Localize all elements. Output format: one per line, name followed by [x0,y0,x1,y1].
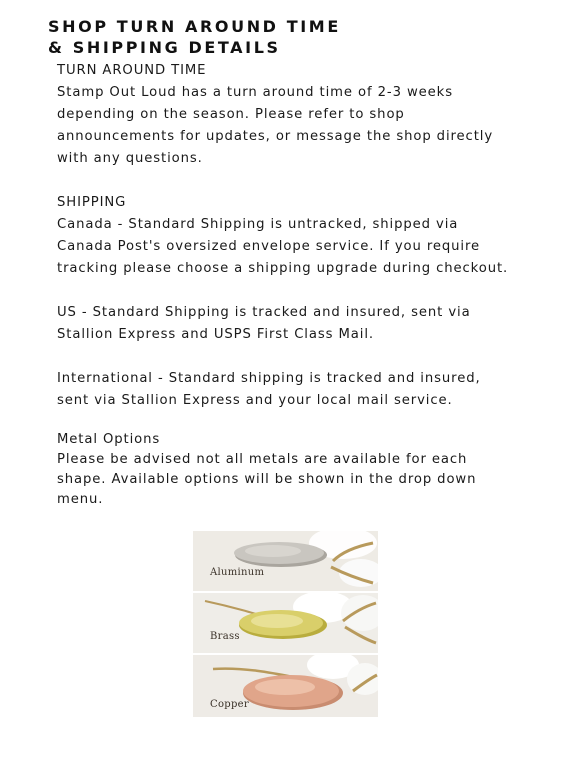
shipping-international-line: sent via Stallion Express and your local mail service. [57,393,453,408]
aluminum-tag-image [193,531,378,591]
brass-sample [193,593,378,653]
shipping-us-line: US - Standard Shipping is tracked and insured, sent via [57,305,471,320]
turnaround-heading: TURN AROUND TIME [57,63,207,78]
metal-options-line: shape. Available options will be shown in the drop down [57,472,477,487]
content-body [57,60,557,510]
shipping-canada-line: tracking please choose a shipping upgrade during checkout. [57,261,509,276]
metal-samples-photo [193,531,378,717]
metal-options-line: Please be advised not all metals are available for each [57,452,468,467]
turnaround-line: with any questions. [57,151,203,166]
brass-tag-image [193,593,378,653]
shipping-heading: SHIPPING [57,195,127,210]
turnaround-line: Stamp Out Loud has a turn around time of 2-3 weeks [57,85,453,100]
brass-label: Brass [210,631,240,642]
shipping-international-line: International - Standard shipping is tracked and insured, [57,371,481,386]
turnaround-line: announcements for updates, or message the shop directly [57,129,494,144]
shipping-canada-line: Canada Post's oversized envelope service. If you require [57,239,481,254]
shipping-canada-line: Canada - Standard Shipping is untracked, shipped via [57,217,459,232]
metal-options-line: menu. [57,492,104,507]
aluminum-label: Aluminum [210,567,265,578]
title-line-1: SHOP TURN AROUND TIME [48,17,341,36]
metal-options-heading: Metal Options [57,432,161,447]
page-title [48,16,341,58]
shipping-us-line: Stallion Express and USPS First Class Mail. [57,327,374,342]
aluminum-sample [193,531,378,591]
copper-label: Copper [210,699,249,710]
copper-sample [193,655,378,717]
turnaround-line: depending on the season. Please refer to shop [57,107,405,122]
title-line-2: & SHIPPING DETAILS [48,38,281,57]
